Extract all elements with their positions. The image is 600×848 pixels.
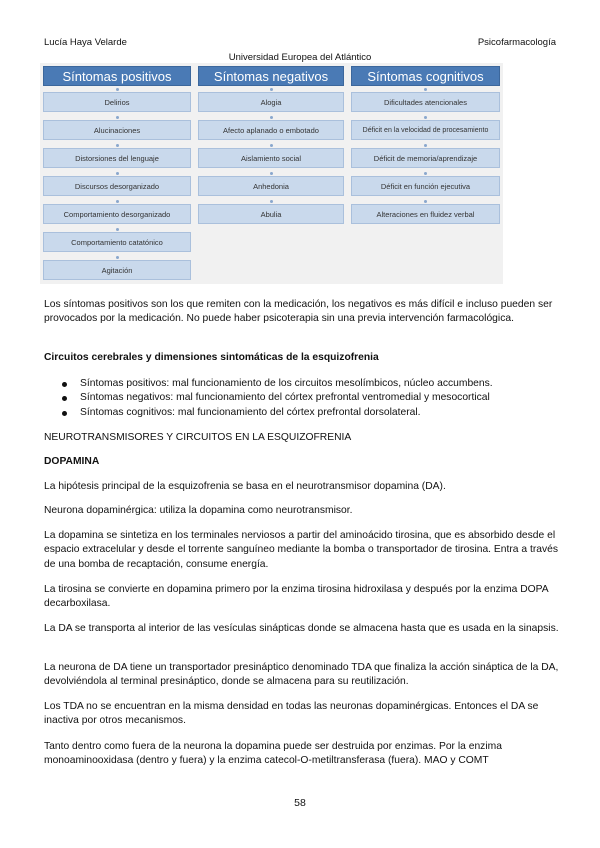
dopamine-heading: DOPAMINA [44, 456, 100, 467]
connector-dot [116, 228, 119, 231]
negative-item: Aislamiento social [198, 148, 344, 168]
positive-item: Delirios [43, 92, 191, 112]
connector-dot [116, 256, 119, 259]
connector-dot [424, 200, 427, 203]
connector-dot [270, 116, 273, 119]
connector-dot [116, 172, 119, 175]
bullet-item: Síntomas cognitivos: mal funcionamiento del córtex prefrontal dorsolateral. [80, 406, 600, 420]
connector-dot [424, 172, 427, 175]
header-university: Universidad Europea del Atlántico [228, 52, 372, 63]
negative-item: Anhedonia [198, 176, 344, 196]
negative-item: Afecto aplanado o embotado [198, 120, 344, 140]
connector-dot [424, 116, 427, 119]
neurotransmitters-heading: NEUROTRANSMISORES Y CIRCUITOS EN LA ESQUIZOFRENIA [44, 432, 352, 443]
connector-dot [116, 116, 119, 119]
connector-dot [270, 144, 273, 147]
cognitive-item: Déficit de memoria/aprendizaje [351, 148, 500, 168]
connector-dot [116, 200, 119, 203]
cognitive-item: Dificultades atencionales [351, 92, 500, 112]
connector-dot [270, 172, 273, 175]
paragraph: Los TDA no se encuentran en la misma densidad en todas las neuronas dopaminérgicas. Entonces el DA se inactiva por otros mecanismos. [44, 701, 539, 727]
cognitive-item: Déficit en función ejecutiva [351, 176, 500, 196]
paragraph: La hipótesis principal de la esquizofrenia se basa en el neurotransmisor dopamina (DA). [44, 481, 446, 492]
intro-paragraph: Los síntomas positivos son los que remiten con la medicación, los negativos es más difícil e incluso pueden ser provocados por la medicación. No puede haber psicoterapia sin una previa intervención farmacológica. [44, 299, 553, 325]
positive-symptoms-title: Síntomas positivos [43, 66, 191, 86]
negative-item: Abulia [198, 204, 344, 224]
cognitive-item: Alteraciones en fluidez verbal [351, 204, 500, 224]
connector-dot [116, 144, 119, 147]
positive-item: Agitación [43, 260, 191, 280]
paragraph: Tanto dentro como fuera de la neurona la dopamina puede ser destruida por enzimas. Por la enzima monoaminooxidasa (dentro y fuera) y la enzima catecol-O-metiltransferasa (fuera). MAO y COMT [44, 741, 502, 767]
connector-dot [270, 200, 273, 203]
negative-symptoms-title: Síntomas negativos [198, 66, 344, 86]
cognitive-item: Déficit en la velocidad de procesamiento [351, 120, 500, 140]
symptoms-diagram [40, 63, 503, 284]
header-subject: Psicofarmacología [477, 37, 556, 48]
connector-dot [424, 88, 427, 91]
connector-dot [270, 88, 273, 91]
bullet-item: Síntomas negativos: mal funcionamiento del córtex prefrontal ventromedial y mesocortical [80, 391, 600, 405]
paragraph: La neurona de DA tiene un transportador presináptico denominado TDA que finaliza la acción sináptica de la DA, devolviéndola al terminal presináptico, donde se almacena para su reutilización. [44, 662, 559, 688]
negative-item: Alogia [198, 92, 344, 112]
positive-item: Alucinaciones [43, 120, 191, 140]
paragraph: La DA se transporta al interior de las vesículas sinápticas donde se almacena hasta que es usada en la sinapsis. [44, 623, 559, 634]
cognitive-symptoms-title: Síntomas cognitivos [351, 66, 500, 86]
positive-item: Discursos desorganizado [43, 176, 191, 196]
positive-item: Comportamiento catatónico [43, 232, 191, 252]
paragraph: Neurona dopaminérgica: utiliza la dopamina como neurotransmisor. [44, 505, 353, 516]
circuits-list [44, 377, 600, 420]
circuits-heading: Circuitos cerebrales y dimensiones sintomáticas de la esquizofrenia [44, 352, 379, 363]
connector-dot [424, 144, 427, 147]
bullet-item: Síntomas positivos: mal funcionamiento de los circuitos mesolímbicos, núcleo accumbens. [80, 377, 600, 391]
header-author: Lucía Haya Velarde [44, 37, 127, 48]
paragraph: La tirosina se convierte en dopamina primero por la enzima tirosina hidroxilasa y después por la enzima DOPA decarboxilasa. [44, 584, 549, 610]
page-number: 58 [294, 797, 306, 809]
paragraph: La dopamina se sintetiza en los terminales nerviosos a partir del aminoácido tirosina, que es absorbido desde el espacio extracelular y desde el torrente sanguíneo mediante la bomba o transportador de tirosina. Entra a través de una bomba de recaptación, consume energía. [44, 530, 558, 570]
positive-item: Comportamiento desorganizado [43, 204, 191, 224]
connector-dot [116, 88, 119, 91]
positive-item: Distorsiones del lenguaje [43, 148, 191, 168]
